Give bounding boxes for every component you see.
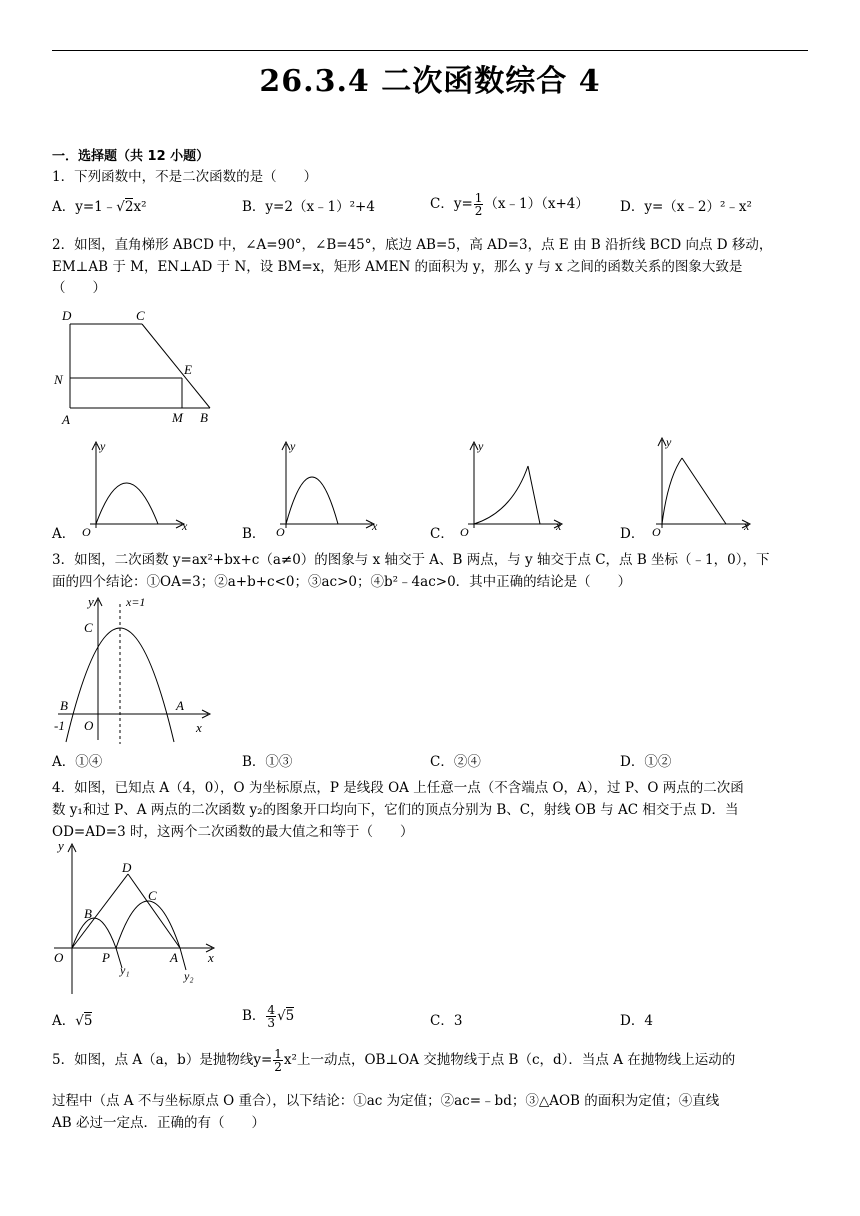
x-axis-label: x bbox=[182, 519, 188, 533]
q3-line-1: 3．如图，二次函数 y=ax²+bx+c（a≠0）的图象与 x 轴交于 A、B 两点，与 y 轴交于点 C，点 B 坐标（﹣1，0），下 bbox=[52, 552, 770, 568]
q4-y1-label: y₁ bbox=[120, 963, 130, 977]
q2-graph-b bbox=[264, 436, 384, 540]
q4-label-p: P bbox=[102, 950, 110, 965]
label-d: D bbox=[62, 308, 72, 323]
q5-formula-rhs: x² bbox=[283, 1052, 297, 1068]
q4-x-label: x bbox=[208, 950, 214, 965]
q2-line-2: EM⊥AB 于 M，EN⊥AD 于 N，设 BM=x，矩形 AMEN 的面积为 y，那么 y 与 x 之间的函数关系的图象大致是 bbox=[52, 259, 743, 275]
origin-label: O bbox=[460, 525, 469, 539]
origin-label: O bbox=[652, 525, 661, 539]
q4-line-1: 4．如图，已知点 A（4，0），O 为坐标原点，P 是线段 OA 上任意一点（不含端点 O，A），过 P、O 两点的二次函 bbox=[52, 780, 744, 796]
q3-label-c: C bbox=[84, 620, 93, 635]
q3-line-2: 面的四个结论：①OA=3；②a+b+c<0；③ac>0；④b²﹣4ac>0．其中正确的结论是（ ） bbox=[52, 574, 632, 590]
q4-option-b bbox=[242, 1004, 294, 1029]
q2-option-c: C． bbox=[430, 526, 454, 542]
q4-b-prefix: B． bbox=[242, 1008, 266, 1024]
y-axis-label: y bbox=[478, 439, 484, 453]
fraction-denominator: 3 bbox=[267, 1016, 276, 1030]
label-b: B bbox=[200, 410, 208, 425]
q3-option-a: A．①④ bbox=[52, 754, 103, 770]
q1-option-d: D．y=（x﹣2）²﹣x² bbox=[620, 199, 752, 215]
q2-option-b: B． bbox=[242, 526, 266, 542]
fraction-numerator: 1 bbox=[274, 1047, 282, 1061]
y-axis-label: y bbox=[100, 439, 106, 453]
fraction bbox=[273, 1048, 283, 1073]
q1-a-suffix: x² bbox=[133, 199, 147, 215]
sqrt-sign: √ bbox=[75, 1013, 84, 1029]
q4-label-d: D bbox=[122, 860, 132, 875]
q5-suffix: 上一动点，OB⊥OA 交抛物线于点 B（c，d）．当点 A 在抛物线上运动的 bbox=[296, 1052, 736, 1068]
q4-y-label: y bbox=[58, 838, 64, 853]
q1-option-a bbox=[52, 198, 147, 216]
q3-y-label: y bbox=[88, 594, 94, 609]
q2-line-3: （ ） bbox=[52, 280, 106, 296]
fraction-denominator: 2 bbox=[474, 204, 483, 218]
q1-stem: 1．下列函数中，不是二次函数的是（ ） bbox=[52, 169, 318, 185]
q5-line-3: AB 必过一定点．正确的有（ ） bbox=[52, 1115, 265, 1131]
q3-label-a: A bbox=[176, 698, 184, 713]
q1-a-prefix: A．y=1﹣ bbox=[52, 199, 117, 215]
sqrt-sign: √ bbox=[116, 199, 125, 215]
q4-line-2: 数 y₁和过 P、A 两点的二次函数 y₂的图象开口均向下，它们的顶点分别为 B、C，射线 OB 与 AC 相交于点 D．当 bbox=[52, 802, 739, 818]
x-axis-label: x bbox=[744, 519, 750, 533]
label-c: C bbox=[136, 308, 145, 323]
q2-graph-d bbox=[640, 432, 760, 540]
x-axis-label: x bbox=[556, 519, 562, 533]
q3-x-label: x bbox=[196, 720, 202, 735]
q3-label-o: O bbox=[84, 718, 94, 733]
axis-of-symmetry-label: x=1 bbox=[126, 595, 146, 609]
q4-option-c: C．3 bbox=[430, 1013, 463, 1029]
q5-prefix: 5．如图，点 A（a，b）是抛物线 bbox=[52, 1052, 254, 1068]
x-axis-label: x bbox=[372, 519, 378, 533]
q2-graph-c bbox=[452, 436, 572, 540]
fraction-denominator: 2 bbox=[274, 1060, 282, 1074]
origin-label: O bbox=[276, 525, 285, 539]
q5-line-1 bbox=[52, 1048, 735, 1073]
label-a: A bbox=[62, 412, 70, 427]
q4-option-d: D．4 bbox=[620, 1013, 653, 1029]
q2-line-1: 2．如图，直角梯形 ABCD 中，∠A=90°，∠B=45°，底边 AB=5，高 AD=3，点 E 由 B 沿折线 BCD 向点 D 移动， bbox=[52, 237, 773, 253]
q3-label-neg1: -1 bbox=[54, 718, 65, 733]
section-heading: 一．选择题（共 12 小题） bbox=[52, 149, 210, 164]
origin-label: O bbox=[82, 525, 91, 539]
fraction-numerator: 1 bbox=[474, 191, 483, 205]
q3-option-c: C．②④ bbox=[430, 754, 481, 770]
label-n: N bbox=[54, 372, 63, 387]
q3-option-b: B．①③ bbox=[242, 754, 293, 770]
q4-line-3: OD=AD=3 时，这两个二次函数的最大值之和等于（ ） bbox=[52, 824, 414, 840]
q3-label-b: B bbox=[60, 698, 68, 713]
trapezoid-figure bbox=[52, 304, 222, 428]
q5-formula-lhs: y= bbox=[253, 1052, 273, 1068]
q4-a-radicand: 5 bbox=[83, 1013, 93, 1029]
q2-option-a: A． bbox=[52, 526, 76, 542]
q4-label-c: C bbox=[148, 888, 157, 903]
q4-y2-label: y₂ bbox=[184, 969, 194, 983]
q4-option-a bbox=[52, 1012, 92, 1030]
q1-c-suffix: （x﹣1）（x+4） bbox=[484, 196, 589, 212]
q2-graph-a bbox=[74, 436, 194, 540]
q1-a-radicand: 2 bbox=[124, 199, 134, 215]
q4-label-o: O bbox=[54, 950, 64, 965]
label-m: M bbox=[172, 410, 183, 425]
q4-label-b: B bbox=[84, 906, 92, 921]
q1-option-b: B．y=2（x﹣1）²+4 bbox=[242, 199, 375, 215]
q4-parabolas-figure bbox=[52, 838, 222, 996]
fraction bbox=[474, 192, 484, 217]
q4-b-radicand: 5 bbox=[285, 1008, 295, 1024]
fraction-numerator: 4 bbox=[267, 1003, 276, 1017]
sqrt-sign: √ bbox=[277, 1008, 286, 1024]
q1-c-prefix: C．y= bbox=[430, 196, 473, 212]
y-axis-label: y bbox=[666, 435, 672, 449]
label-e: E bbox=[184, 362, 192, 377]
q4-a-prefix: A． bbox=[52, 1013, 76, 1029]
page-title: 26.3.4 二次函数综合 4 bbox=[259, 64, 601, 99]
q3-parabola-figure bbox=[52, 590, 217, 746]
q1-option-c bbox=[430, 192, 589, 217]
q4-label-a: A bbox=[170, 950, 178, 965]
q3-option-d: D．①② bbox=[620, 754, 672, 770]
fraction bbox=[266, 1004, 276, 1029]
top-rule bbox=[52, 50, 808, 51]
y-axis-label: y bbox=[290, 439, 296, 453]
q5-line-2: 过程中（点 A 不与坐标原点 O 重合），以下结论：①ac 为定值；②ac=﹣bd；③△AOB 的面积为定值；④直线 bbox=[52, 1093, 720, 1109]
q2-option-d: D． bbox=[620, 526, 645, 542]
